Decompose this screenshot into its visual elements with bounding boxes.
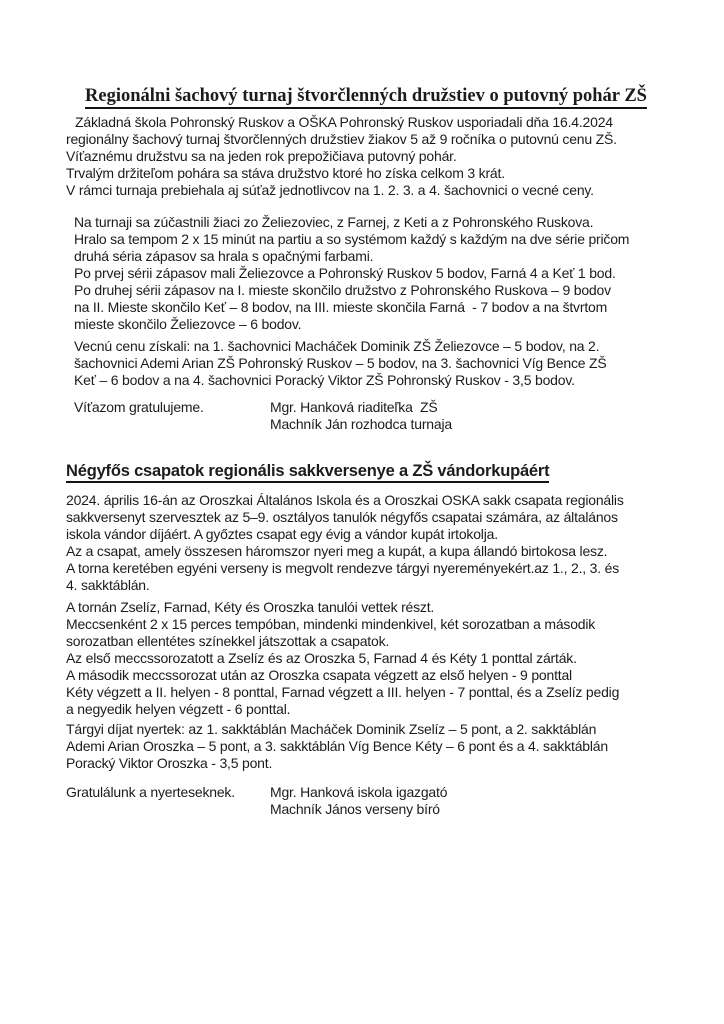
- text-line: regionálny šachový turnaj štvorčlenných družstiev žiakov 5 až 9 ročníka o putovnú cenu ZŠ.: [66, 131, 617, 147]
- hu-paragraph-results: [66, 599, 666, 718]
- text-line: Trvalým držiteľom pohára sa stáva družstvo ktoré ho získa celkom 3 krát.: [66, 165, 505, 181]
- hu-paragraph-prizes: [66, 721, 666, 772]
- text-line: Poracký Viktor Oroszka - 3,5 pont.: [66, 755, 273, 771]
- text-line: sorozatban ellentétes színekkel játszottak a csapatok.: [66, 633, 390, 649]
- text-line: na II. Mieste skončilo Keť – 8 bodov, na III. mieste skončila Farná - 7 bodov a na štvrtom: [74, 299, 608, 315]
- text-line: A tornán Zselíz, Farnad, Kéty és Oroszka tanulói vettek részt.: [66, 599, 435, 615]
- sk-paragraph-intro: [66, 114, 666, 199]
- text-line: Kéty végzett a II. helyen - 8 ponttal, Farnad végzett a III. helyen - 7 ponttal, és a Zselíz pedig: [66, 684, 620, 700]
- text-line: A torna keretében egyéni verseny is megvolt rendezve tárgyi nyereményekért.az 1., 2., 3. és: [66, 560, 619, 576]
- text-line: Vecnú cenu získali: na 1. šachovnici Macháček Dominik ZŠ Želiezovce – 5 bodov, na 2.: [74, 338, 600, 354]
- text-line: iskola vándor díjáért. A győztes csapat egy évig a vándor kupát irtokolja.: [66, 526, 498, 542]
- text-line: Víťazom gratulujeme.: [74, 399, 204, 415]
- text-line: Hralo sa tempom 2 x 15 minút na partiu a so systémom každý s každým na dve série pričom: [74, 231, 630, 247]
- hu-signature-block: [66, 784, 666, 818]
- signature-line: Mgr. Hanková riaditeľka ZŠ: [270, 399, 438, 415]
- sk-congratulations: [66, 399, 270, 433]
- text-line: Víťaznému družstvu sa na jeden rok prepožičiava putovný pohár.: [66, 148, 457, 164]
- sk-paragraph-prizes: [66, 338, 666, 389]
- text-line: šachovnici Ademi Arian ZŠ Pohronský Ruskov – 5 bodov, na 3. šachovnici Víg Bence ZŠ: [74, 355, 607, 371]
- text-line: druhá séria zápasov sa hrala s opačnými farbami.: [74, 248, 374, 264]
- hu-paragraph-intro: [66, 492, 666, 594]
- text-line: mieste skončilo Želiezovce – 6 bodov.: [74, 316, 302, 332]
- text-line: Po druhej sérii zápasov na I. mieste skončilo družstvo z Pohronského Ruskova – 9 bodov: [74, 282, 611, 298]
- text-line: Az a csapat, amely összesen háromszor nyeri meg a kupát, a kupa állandó birtokosa lesz.: [66, 543, 608, 559]
- signature-line: Machník Ján rozhodca turnaja: [270, 416, 452, 432]
- sk-signatures: [270, 399, 666, 433]
- text-line: Az első meccssorozatott a Zselíz és az Oroszka 5, Farnad 4 és Kéty 1 ponttal zárták.: [66, 650, 577, 666]
- text-line: Tárgyi díjat nyertek: az 1. sakktáblán Macháček Dominik Zselíz – 5 pont, a 2. sakktáblán: [66, 721, 597, 737]
- text-line: V rámci turnaja prebiehala aj súťaž jednotlivcov na 1. 2. 3. a 4. šachovnici o vecné ceny.: [66, 182, 594, 198]
- sk-paragraph-results: [66, 214, 666, 333]
- sk-section-title: [66, 84, 666, 109]
- sk-section-title-text: Regionálni šachový turnaj štvorčlenných družstiev o putovný pohár ZŠ: [85, 86, 647, 109]
- signature-line: Mgr. Hanková iskola igazgató: [270, 784, 448, 800]
- text-line: Po prvej sérii zápasov mali Želiezovce a Pohronský Ruskov 5 bodov, Farná 4 a Keť 1 bod.: [74, 265, 616, 281]
- text-line: Keť – 6 bodov a na 4. šachovnici Poracký Viktor ZŠ Pohronský Ruskov - 3,5 bodov.: [74, 372, 575, 388]
- hu-congratulations: [66, 784, 270, 818]
- text-line: Na turnaji sa zúčastnili žiaci zo Želiezoviec, z Farnej, z Keti a z Pohronského Ruskova.: [74, 214, 594, 230]
- text-line: Ademi Arian Oroszka – 5 pont, a 3. sakktáblán Víg Bence Kéty – 6 pont és a 4. sakktáblán: [66, 738, 608, 754]
- text-line: sakkversenyt szervesztek az 5–9. osztályos tanulók négyfős csapatai számára, az általános: [66, 509, 618, 525]
- text-line: Meccsenként 2 x 15 perces tempóban, mindenki mindenkivel, két sorozatban a második: [66, 616, 596, 632]
- text-line: 4. sakktáblán.: [66, 577, 150, 593]
- signature-line: Machník János verseny bíró: [270, 801, 440, 817]
- sk-signature-block: [66, 399, 666, 433]
- hu-section-title-text: Négyfős csapatok regionális sakkversenye a ZŠ vándorkupáért: [66, 462, 549, 483]
- text-line: 2024. április 16-án az Oroszkai Általános Iskola és a Oroszkai OSKA sakk csapata regionális: [66, 492, 624, 508]
- text-line: A második meccssorozat után az Oroszka csapata végzett az első helyen - 9 ponttal: [66, 667, 572, 683]
- hu-signatures: [270, 784, 666, 818]
- text-line: a negyedik helyen végzett - 6 ponttal.: [66, 701, 291, 717]
- hu-section-title: [66, 460, 666, 482]
- text-line: Základná škola Pohronský Ruskov a OŠKA Pohronský Ruskov usporiadali dňa 16.4.2024: [75, 114, 613, 130]
- text-line: Gratulálunk a nyerteseknek.: [66, 784, 235, 800]
